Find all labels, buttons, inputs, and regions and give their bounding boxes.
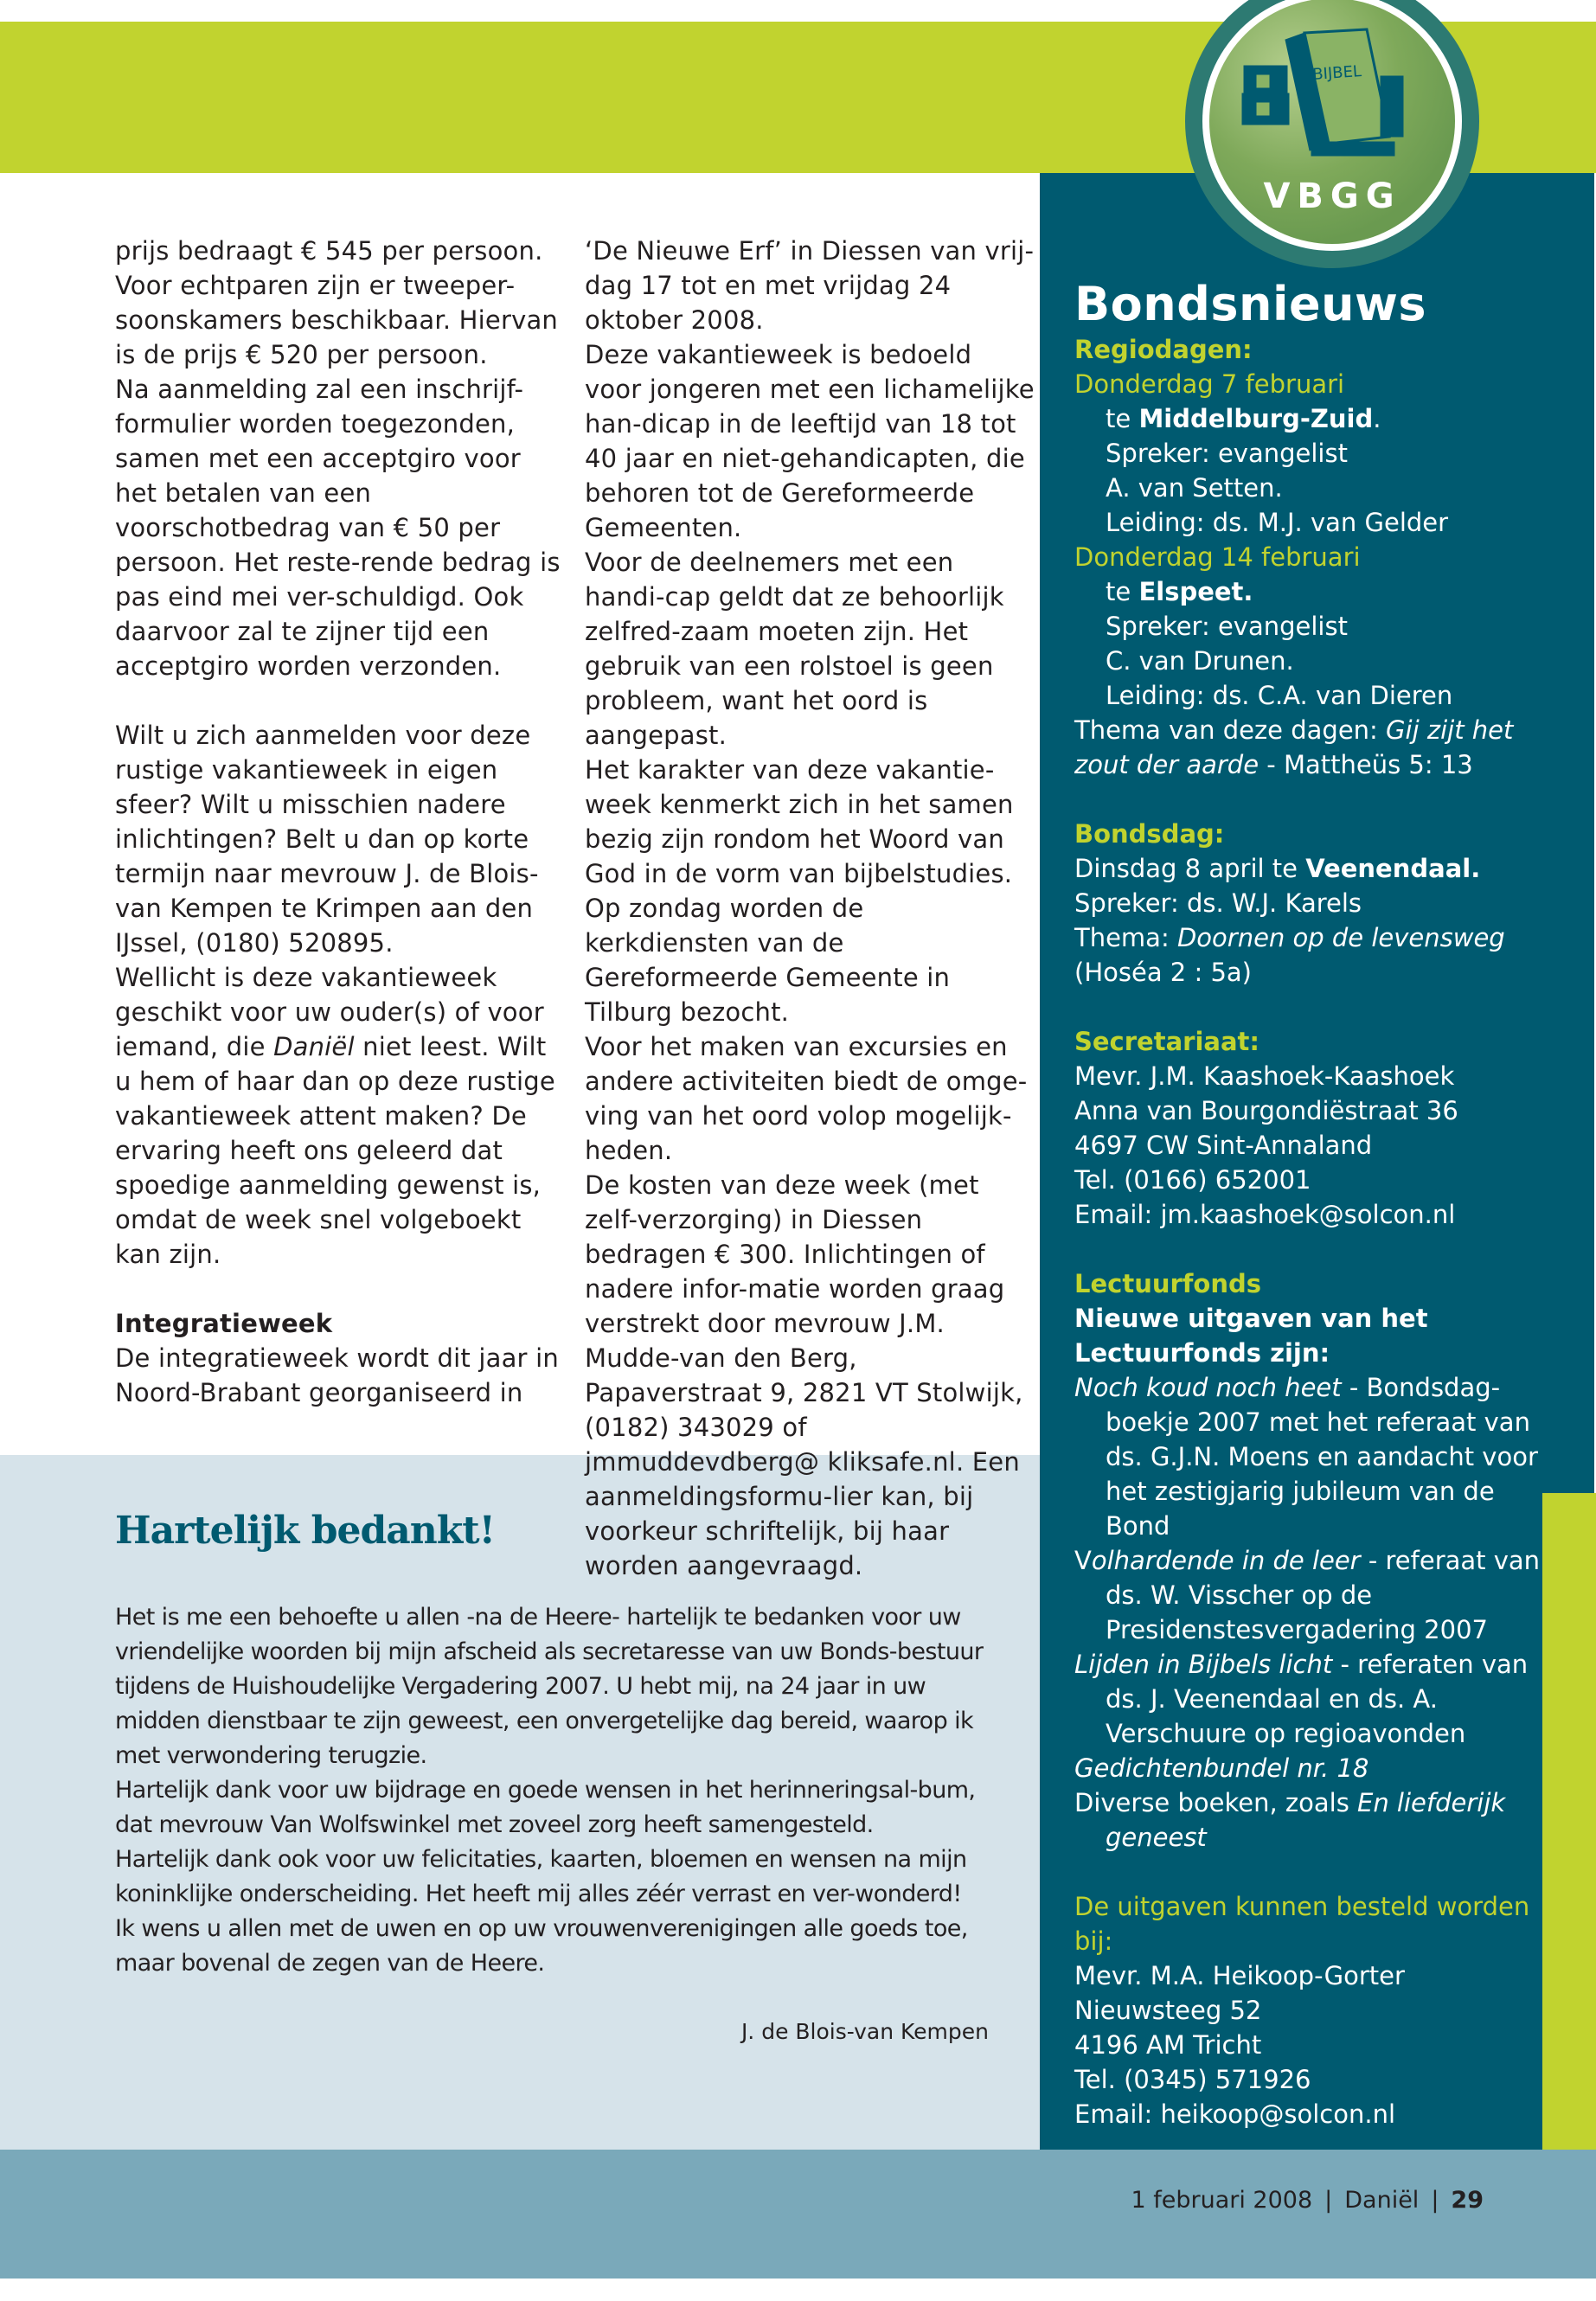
text: Dinsdag 8 april te: [1074, 854, 1306, 883]
page-footer: [1131, 2187, 1484, 2214]
book-description: - referaten van ds. J. Veenendaal en ds. A. Verschuure op regioavonden: [1106, 1650, 1529, 1748]
sidebar-title: Bondsnieuws: [1074, 277, 1427, 331]
book-item: [1074, 1370, 1559, 1543]
paragraph: Ik wens u allen met de uwen en op uw vrouwenverenigingen alle goeds toe, maar bovenal de zegen van de Heere.: [115, 1915, 968, 1977]
text: - Mattheüs 5: 13: [1259, 750, 1473, 779]
contact-name: Mevr. M.A. Heikoop-Gorter: [1074, 1961, 1405, 1990]
bondsnieuws-sidebar: [1074, 279, 1559, 2131]
article-column-left: [115, 234, 565, 1410]
contact-email[interactable]: Email: jm.kaashoek@solcon.nl: [1074, 1200, 1456, 1229]
book-title: En liefderijk geneest: [1106, 1788, 1506, 1852]
bondsdag-date: [1074, 851, 1559, 886]
text: Thema:: [1074, 923, 1177, 952]
paragraph: Deze vakantieweek is bedoeld voor jongeren met een lichamelijke han-dicap in de leeftijd van 18 tot 40 jaar en niet-gehandicapten, die behoren tot de Gereformeerde Gemeenten.: [585, 340, 1035, 542]
place-name: Elspeet.: [1138, 577, 1253, 606]
text: V: [1074, 1546, 1092, 1575]
event-speaker-name: A. van Setten.: [1106, 473, 1283, 503]
thanks-article: [115, 1507, 989, 2044]
theme-line: [1074, 713, 1559, 782]
book-title: olhardende in de leer: [1091, 1546, 1361, 1575]
place-name: Middelburg-Zuid: [1138, 404, 1374, 433]
order-label: De uitgaven kunnen besteld worden bij:: [1074, 1892, 1530, 1956]
book-item: [1074, 1543, 1559, 1647]
book-title: Noch koud noch heet: [1074, 1373, 1342, 1402]
regiodagen-label: Regiodagen:: [1074, 335, 1253, 364]
book-description: - referaat van ds. W. Visscher op de Presidenstesvergadering 2007: [1106, 1546, 1541, 1644]
contact-city: 4697 CW Sint-Annaland: [1074, 1131, 1373, 1160]
contact-street: Nieuwsteeg 52: [1074, 1996, 1262, 2025]
contact-email[interactable]: Email: heikoop@solcon.nl: [1074, 2099, 1396, 2129]
paragraph: ‘De Nieuwe Erf’ in Diessen van vrij-dag 17 tot en met vrijdag 24 oktober 2008.: [585, 236, 1035, 335]
paragraph: Voor de deelnemers met een handi-cap geldt dat ze behoorlijk zelfred-zaam moeten zijn. Het gebruik van een rolstoel is geen probleem, want het oord is aangepast.: [585, 548, 1004, 750]
theme-title: Doornen op de levensweg: [1176, 923, 1505, 952]
event-place: [1074, 401, 1559, 436]
thanks-body: [115, 1600, 989, 1981]
paragraph: prijs bedraagt € 545 per persoon. Voor echtparen zijn er tweeper-soonskamers beschikbaar. Hiervan is de prijs € 520 per persoon.: [115, 236, 559, 369]
event-speaker: Spreker: evangelist: [1106, 439, 1348, 468]
lectuurfonds-intro: Nieuwe uitgaven van het Lectuurfonds zijn:: [1074, 1304, 1428, 1368]
book-item: [1074, 1647, 1559, 1751]
separator: |: [1431, 2187, 1439, 2214]
bondsdag-theme: [1074, 920, 1559, 955]
bondsdag-reference: (Hoséa 2 : 5a): [1074, 958, 1252, 987]
place-name: Veenendaal.: [1305, 854, 1481, 883]
event-speaker: Spreker: evangelist: [1106, 612, 1348, 641]
paragraph: Op zondag worden de kerkdiensten van de Gereformeerde Gemeente in Tilburg bezocht.: [585, 894, 951, 1027]
text: Diverse boeken, zoals: [1074, 1788, 1358, 1817]
article-column-middle: [585, 234, 1035, 1583]
signature: J. de Blois-van Kempen: [740, 2019, 989, 2044]
contact-name: Mevr. J.M. Kaashoek-Kaashoek: [1074, 1061, 1455, 1091]
event-place: [1074, 574, 1559, 609]
event-speaker-name: C. van Drunen.: [1106, 646, 1294, 676]
paragraph: Het karakter van deze vakantie-week kenmerkt zich in het samen bezig zijn rondom het Woord van God in de vorm van bijbelstudies.: [585, 755, 1014, 888]
secretariaat-label: Secretariaat:: [1074, 1027, 1259, 1056]
paragraph: Voor het maken van excursies en andere activiteiten biedt de omge-ving van het oord volop mogelijk-heden.: [585, 1032, 1028, 1165]
bondsdag-label: Bondsdag:: [1074, 819, 1225, 849]
logo-text: VBGG: [1263, 176, 1401, 216]
paragraph: [115, 960, 565, 1272]
text: te: [1106, 404, 1139, 433]
lectuurfonds-label: Lectuurfonds: [1074, 1269, 1261, 1298]
bible-label: BIJBEL: [1311, 62, 1362, 84]
paragraph: De kosten van deze week (met zelf-verzorging) in Diessen bedragen € 300. Inlichtingen of nadere infor-matie worden graag verstrekt door mevrouw J.M. Mudde-van den Berg, Papaverstraat 9, 2821 VT Stolwijk, (0182) 343029 of jmmuddevdberg@ kliksafe.nl. Een aanmeldingsformu-lier kan, bij voorkeur schriftelijk, bij haar worden aangevraagd.: [585, 1170, 1023, 1580]
contact-street: Anna van Bourgondiëstraat 36: [1074, 1096, 1458, 1125]
text: niet leest. Wilt u hem of haar dan op deze rustige vakantieweek attent maken? De ervaring heeft ons geleerd dat spoedige aanmelding gewenst is, omdat de week snel volgeboekt kan zijn.: [115, 1032, 555, 1269]
contact-phone: Tel. (0345) 571926: [1074, 2065, 1311, 2094]
magazine-name: Daniël: [273, 1032, 355, 1061]
text: Wellicht is deze vakantieweek geschikt voor uw ouder(s) of voor iemand, die: [115, 963, 544, 1061]
separator: |: [1324, 2187, 1333, 2214]
paragraph: Hartelijk dank ook voor uw felicitaties, kaarten, bloemen en wensen na mijn koninklijke onderscheiding. Het heeft mij alles zéér verrast en ver-wonderd!: [115, 1846, 967, 1907]
text: .: [1373, 404, 1381, 433]
paragraph: Het is me een behoefte u allen -na de Heere- hartelijk te bedanken voor uw vriendelijke woorden bij mijn afscheid als secretaresse van uw Bonds-bestuur tijdens de Huishoudelijke Vergadering 2007. U hebt mij, na 24 jaar in uw midden dienstbaar te zijn geweest, een onvergetelijke dag bereid, waarop ik met verwondering terugzie.: [115, 1604, 984, 1769]
paragraph: De integratieweek wordt dit jaar in Noord-Brabant georganiseerd in: [115, 1343, 559, 1407]
magazine-title: Daniël: [1344, 2187, 1420, 2214]
paragraph: Wilt u zich aanmelden voor deze rustige vakantieweek in eigen sfeer? Wilt u misschien nadere inlichtingen? Belt u dan op korte termijn naar mevrouw J. de Blois-van Kempen te Krimpen aan den IJssel, (0180) 520895.: [115, 721, 539, 958]
book-title: Gedichtenbundel nr. 18: [1074, 1753, 1369, 1783]
vbgg-logo: [1183, 0, 1481, 270]
page-number: 29: [1451, 2187, 1484, 2214]
theme-title: Gij zijt het zout der aarde: [1074, 715, 1514, 779]
book-item: [1074, 1785, 1559, 1855]
book-item: [1074, 1751, 1559, 1785]
book-description: - Bondsdag-boekje 2007 met het referaat van ds. G.J.N. Moens en aandacht voor het zestigjarig jubileum van de Bond: [1106, 1373, 1538, 1541]
text: Thema van deze dagen:: [1074, 715, 1387, 745]
event-lead: Leiding: ds. M.J. van Gelder: [1106, 508, 1449, 537]
issue-date: 1 februari 2008: [1131, 2187, 1313, 2214]
event-lead: Leiding: ds. C.A. van Dieren: [1106, 681, 1453, 710]
text: te: [1106, 577, 1139, 606]
section-heading: Integratieweek: [115, 1309, 333, 1338]
event-date: Donderdag 7 februari: [1074, 369, 1345, 399]
contact-phone: Tel. (0166) 652001: [1074, 1165, 1311, 1195]
paragraph: Hartelijk dank voor uw bijdrage en goede wensen in het herinneringsal-bum, dat mevrouw Van Wolfswinkel met zoveel zorg heeft samengesteld.: [115, 1777, 976, 1838]
contact-city: 4196 AM Tricht: [1074, 2030, 1262, 2060]
paragraph: Na aanmelding zal een inschrijf-formulier worden toegezonden, samen met een acceptgiro voor het betalen van een voorschotbedrag van € 50 per persoon. Het reste-rende bedrag is pas eind mei ver-schuldigd. Ook daarvoor zal te zijner tijd een acceptgiro worden verzonden.: [115, 375, 561, 681]
thanks-title: Hartelijk bedankt!: [115, 1509, 495, 1553]
event-date: Donderdag 14 februari: [1074, 542, 1361, 572]
footer-band: [0, 2150, 1596, 2279]
bondsdag-speaker: Spreker: ds. W.J. Karels: [1074, 888, 1362, 918]
book-title: Lijden in Bijbels licht: [1074, 1650, 1333, 1679]
